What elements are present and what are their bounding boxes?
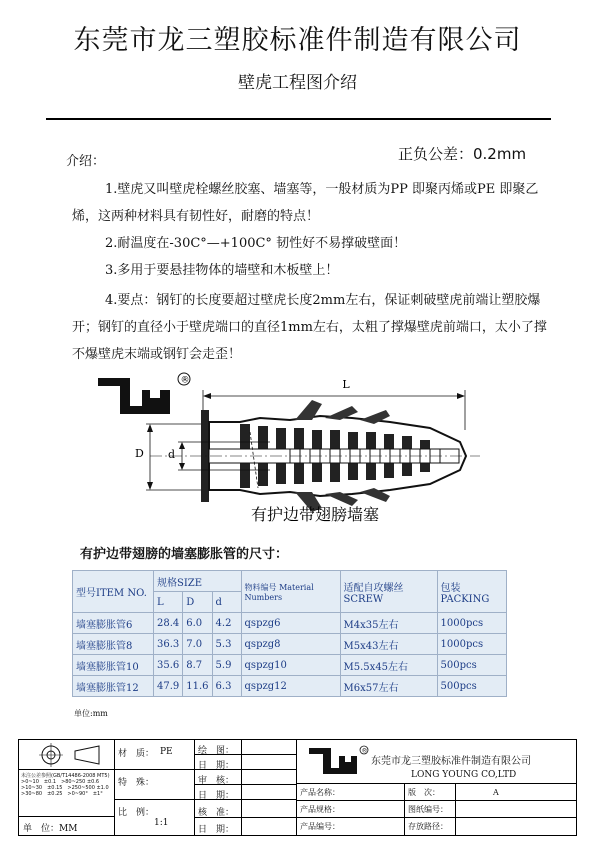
check-label: 审 核： (198, 776, 235, 786)
cell-d: 5.3 (212, 634, 241, 655)
cell-packing: 1000pcs (437, 613, 506, 634)
projection-symbol-icon (39, 743, 109, 767)
intro-paragraph-2: 2.耐温度在-30C°—+100C° 韧性好不易撑破壁面！ (105, 236, 407, 251)
cell-screw: M6x57左右 (340, 676, 437, 697)
ratio-value: 1:1 (154, 818, 169, 828)
cell-packing: 500pcs (437, 676, 506, 697)
cell-d: 5.9 (212, 655, 241, 676)
unit-note: 单位:mm (74, 709, 108, 718)
version-label: 版 次： (408, 788, 440, 797)
product-name-label: 产品名称： (300, 788, 340, 797)
header-D: D (183, 592, 212, 613)
header-screw: 适配自攻螺丝 SCREW (340, 571, 437, 613)
intro-paragraph-1: 1.壁虎又叫壁虎栓螺丝胶塞、墙塞等，一般材质为PP 即聚丙烯或PE 即聚乙烯，这两种材料具有韧性好，耐磨的特点！ (72, 182, 539, 224)
table-row (73, 613, 507, 634)
cell-packing: 1000pcs (437, 634, 506, 655)
header-L: L (154, 592, 183, 613)
cell-L: 47.9 (154, 676, 183, 697)
drawing-no-label: 图纸编号： (408, 805, 448, 814)
diagram-caption: 有护边带翅膀墙塞 (250, 505, 380, 524)
draw-label: 绘 图： (198, 746, 235, 756)
wall-anchor-drawing (150, 400, 480, 512)
spec-table (72, 570, 507, 697)
cell-d: 6.3 (212, 676, 241, 697)
cell-material: qspzg8 (241, 634, 340, 655)
table-header-row (73, 571, 507, 592)
check-date-label: 日 期： (198, 791, 235, 801)
storage-label: 存放路径： (408, 822, 448, 831)
material-label: 材 质： (118, 749, 155, 759)
material-value: PE (160, 747, 173, 757)
company-title: 东莞市龙三塑胶标准件制造有限公司 (73, 25, 522, 56)
unit-label: 单 位：MM (23, 824, 78, 834)
cell-model: 墙塞膨胀管12 (73, 676, 154, 697)
cell-d: 4.2 (212, 613, 241, 634)
title-block (18, 739, 577, 836)
cell-L: 35.6 (154, 655, 183, 676)
table-row (73, 634, 507, 655)
cell-D: 7.0 (183, 634, 212, 655)
company-logo-icon (307, 744, 369, 780)
spec-heading: 有护边带翅膀的墙塞膨胀管的尺寸： (80, 547, 289, 562)
table-row (73, 655, 507, 676)
version-value: A (493, 788, 499, 797)
cell-material: qspzg10 (241, 655, 340, 676)
cell-screw: M5.5x45左右 (340, 655, 437, 676)
cell-L: 28.4 (154, 613, 183, 634)
ratio-label: 比 例： (118, 808, 155, 818)
tolerance-note: 正负公差：0.2mm (398, 145, 527, 163)
cell-D: 6.0 (183, 613, 212, 634)
title-block-company-en: LONG YOUNG CO,LTD (411, 770, 517, 780)
product-no-label: 产品编号： (300, 822, 340, 831)
registered-mark: ® (180, 375, 190, 386)
special-label: 特 殊： (118, 778, 155, 788)
header-material: 物料编号 Material Numbers (241, 571, 340, 613)
draw-date-label: 日 期： (198, 761, 235, 771)
title-block-company-cn: 东莞市龙三塑胶标准件制造有限公司 (371, 756, 531, 767)
cell-screw: M4x35左右 (340, 613, 437, 634)
wall-anchor-diagram (90, 370, 510, 540)
product-spec-label: 产品规格： (300, 805, 340, 814)
cell-packing: 500pcs (437, 655, 506, 676)
cell-material: qspzg12 (241, 676, 340, 697)
diameter-label-D: D (135, 447, 144, 460)
header-size: 规格SIZE (154, 571, 242, 592)
cell-model: 墙塞膨胀管6 (73, 613, 154, 634)
table-row (73, 676, 507, 697)
cell-screw: M5x43左右 (340, 634, 437, 655)
approve-date-label: 日 期： (198, 825, 235, 835)
header-packing: 包装 PACKING (437, 571, 506, 613)
intro-paragraph-4: 4.要点：钢钉的长度要超过壁虎长度2mm左右，保证刺破壁虎前端让塑胶爆开；钢钉的直径小于壁虎端口的直径1mm左右，太粗了撑爆壁虎前端口，太小了撑不爆壁虎末端或钢钉会走歪！ (72, 293, 547, 362)
approve-label: 核 准： (198, 808, 235, 818)
tolerance-notes: 未注公差参照(GB/T14486-2008 MT5) >0~10 ±0.1 >80~250 ±0.6 >10~30 ±0.15 >250~500 ±1.0 >30~80 ±0.25 >0~90° ±1° (21, 773, 110, 797)
cell-model: 墙塞膨胀管10 (73, 655, 154, 676)
cell-material: qspzg6 (241, 613, 340, 634)
document-title: 壁虎工程图介绍 (238, 73, 357, 93)
length-label-L: L (342, 378, 350, 391)
cell-D: 11.6 (183, 676, 212, 697)
intro-label: 介绍： (66, 154, 106, 169)
cell-model: 墙塞膨胀管8 (73, 634, 154, 655)
registered-mark: ® (361, 747, 368, 755)
header-divider (46, 118, 551, 120)
intro-paragraph-3: 3.多用于要悬挂物体的墙壁和木板壁上！ (105, 263, 339, 278)
diameter-label-d: d (168, 448, 176, 461)
header-model: 型号ITEM NO. (73, 571, 154, 613)
header-d: d (212, 592, 241, 613)
company-logo-icon (98, 373, 190, 414)
cell-D: 8.7 (183, 655, 212, 676)
cell-L: 36.3 (154, 634, 183, 655)
